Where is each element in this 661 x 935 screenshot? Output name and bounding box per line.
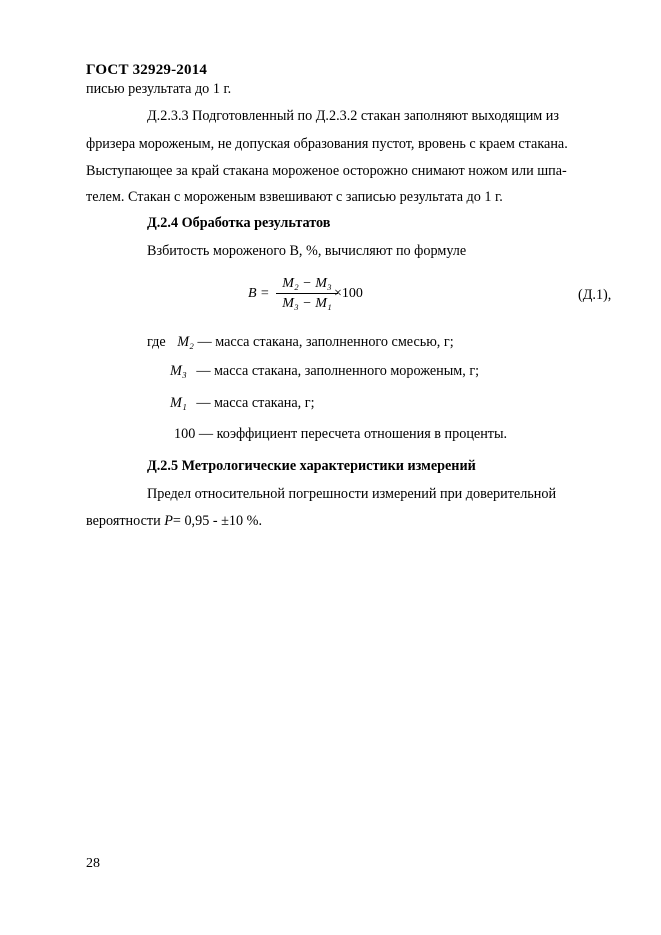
definition-m3: — масса стакана, заполненного мороженым, г; — [196, 363, 480, 379]
where-line-m1 — [170, 394, 315, 412]
text-line: Предел относительной погрешности измерений при доверительной — [147, 486, 557, 502]
equation-number: (Д.1), — [578, 287, 612, 303]
symbol-100: 100 — [174, 426, 196, 442]
symbol-p: P — [164, 513, 173, 529]
formula-numerator: M₂ − M₃ — [282, 276, 332, 291]
text-fragment: = 0,95 - ±10 %. — [172, 513, 262, 529]
formula-intro: Взбитость мороженого В, %, вычисляют по формуле — [147, 243, 467, 259]
paragraph-d233-line4: телем. Стакан с мороженым взвешивают с записью результата до 1 г. — [86, 189, 503, 205]
text-fragment: вероятности — [86, 513, 165, 529]
where-line-m3 — [170, 362, 479, 380]
section-heading-d24: Д.2.4 Обработка результатов — [147, 215, 331, 231]
paragraph-d233-line3 — [86, 162, 611, 180]
definition-100: — коэффициент пересчета отношения в проценты. — [198, 426, 508, 442]
symbol-m1: M₁ — [170, 395, 187, 411]
document-header: ГОСТ 32929-2014 — [86, 62, 208, 78]
paragraph-d233-line2 — [86, 135, 611, 153]
page-number: 28 — [86, 856, 100, 871]
definition-m2: — масса стакана, заполненного смесью, г; — [197, 334, 454, 350]
where-line-m2 — [147, 333, 454, 351]
fraction-bar — [276, 293, 338, 294]
paragraph-d25-line1 — [147, 485, 611, 503]
formula-denominator: M₃ − M₁ — [282, 296, 332, 311]
continuation-line: писью результата до 1 г. — [86, 81, 232, 97]
formula-rhs: ×100 — [334, 286, 363, 301]
paragraph-d233-line1 — [147, 107, 611, 125]
text-line: фризера мороженым, не допуская образования пустот, вровень с краем стакана. — [86, 136, 568, 152]
formula-lhs: B = — [248, 286, 270, 301]
symbol-m2: M₂ — [177, 334, 194, 350]
symbol-m3: M₃ — [170, 363, 187, 379]
where-line-100 — [174, 425, 507, 443]
where-prefix: где — [147, 334, 166, 350]
text-line: Выступающее за край стакана мороженое осторожно снимают ножом или шпа- — [86, 163, 567, 179]
definition-m1: — масса стакана, г; — [196, 395, 315, 411]
text-line: Д.2.3.3 Подготовленный по Д.2.3.2 стакан заполняют выходящим из — [147, 108, 560, 124]
paragraph-d25-line2 — [86, 512, 262, 530]
section-heading-d25: Д.2.5 Метрологические характеристики измерений — [147, 458, 476, 474]
